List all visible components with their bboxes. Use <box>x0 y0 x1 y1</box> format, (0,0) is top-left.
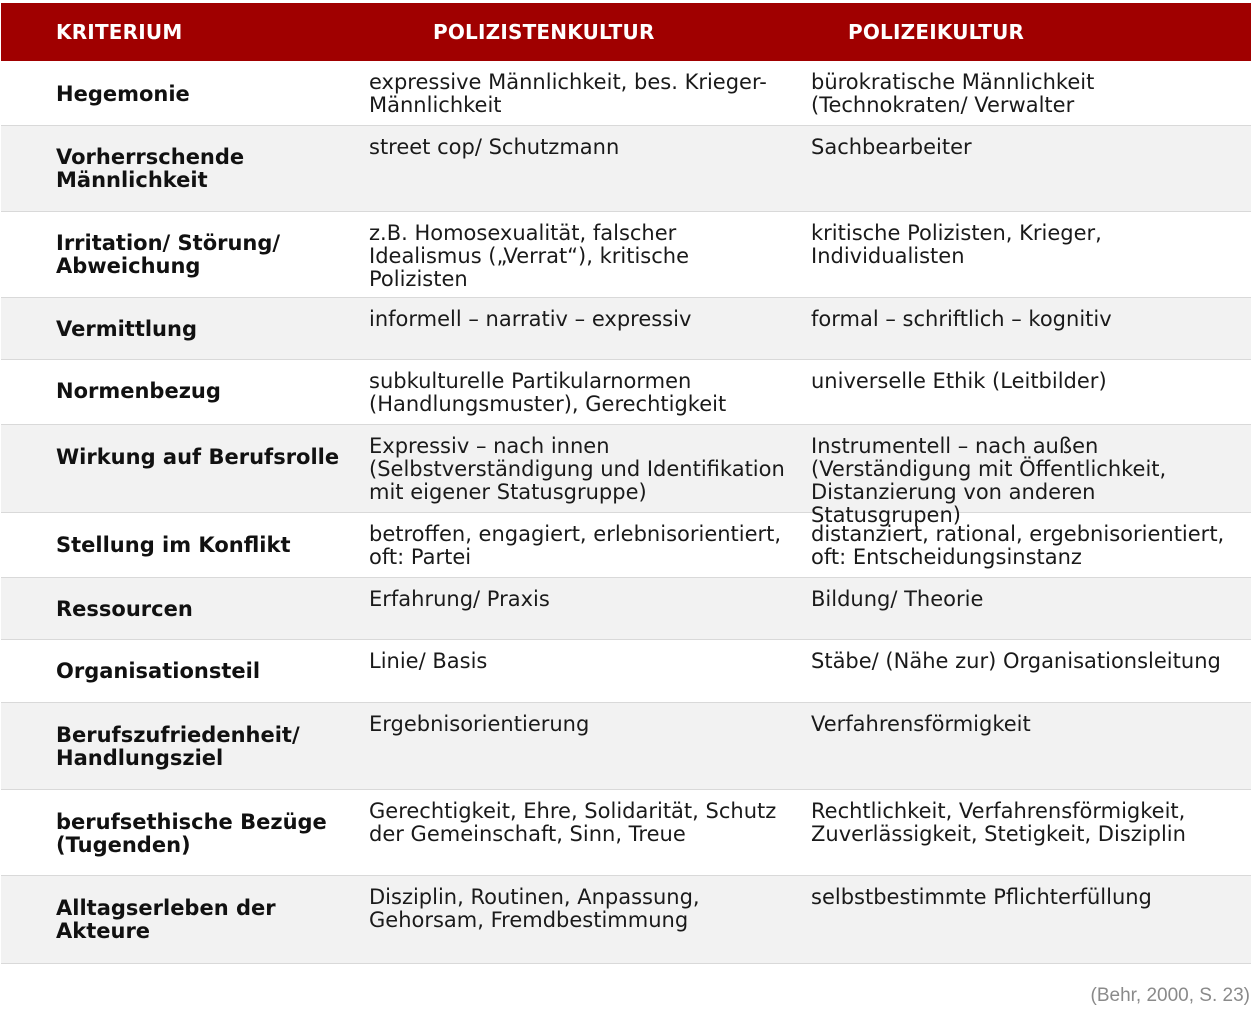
header-polizistenkultur: POLIZISTENKULTUR <box>433 20 655 44</box>
polizeikultur-cell: formal – schriftlich – kognitiv <box>811 307 1112 331</box>
criterion-cell: Stellung im Konflikt <box>56 533 291 557</box>
header-kriterium: KRITERIUM <box>56 20 183 44</box>
polizeikultur-cell: Verfahrensförmigkeit <box>811 712 1031 736</box>
polizistenkultur-cell: betroffen, engagiert, erlebnisorientiert, oft: Partei <box>369 522 782 569</box>
table-row <box>1 425 1251 527</box>
criterion-cell: berufsethische Bezüge (Tugenden) <box>56 810 327 857</box>
polizistenkultur-cell: expressive Männlichkeit, bes. Krieger-Männlichkeit <box>369 70 767 117</box>
criterion-cell: Ressourcen <box>56 597 193 621</box>
header-polizeikultur: POLIZEIKULTUR <box>848 20 1025 44</box>
polizeikultur-cell: selbstbestimmte Pflichterfüllung <box>811 885 1152 909</box>
table-row <box>1 212 1251 298</box>
polizistenkultur-cell: subkulturelle Partikularnormen (Handlungsmuster), Gerechtigkeit <box>369 369 727 416</box>
table-row <box>1 61 1251 126</box>
table-row <box>1 360 1251 425</box>
polizeikultur-cell: Instrumentell – nach außen (Verständigung mit Öffentlichkeit, Distanzierung von anderen Statusgrupen) <box>811 434 1167 527</box>
table-row <box>1 126 1251 212</box>
polizeikultur-cell: Bildung/ Theorie <box>811 587 984 611</box>
table-header <box>1 3 1251 61</box>
table-row <box>1 790 1251 876</box>
table-row <box>1 578 1251 640</box>
criterion-cell: Vorherrschende Männlichkeit <box>56 145 245 192</box>
polizeikultur-cell: universelle Ethik (Leitbilder) <box>811 369 1107 393</box>
polizeikultur-cell: Sachbearbeiter <box>811 135 972 159</box>
polizistenkultur-cell: Expressiv – nach innen (Selbstverständigung und Identifikation mit eigener Statusgruppe) <box>369 434 785 504</box>
comparison-table <box>1 3 1251 964</box>
polizeikultur-cell: Stäbe/ (Nähe zur) Organisationsleitung <box>811 649 1221 673</box>
criterion-cell: Alltagserleben der Akteure <box>56 896 276 943</box>
table-row <box>1 513 1251 578</box>
polizistenkultur-cell: Gerechtigkeit, Ehre, Solidarität, Schutz der Gemeinschaft, Sinn, Treue <box>369 799 777 846</box>
table-row <box>1 703 1251 790</box>
table-row <box>1 640 1251 703</box>
polizeikultur-cell: Rechtlichkeit, Verfahrensförmigkeit, Zuverlässigkeit, Stetigkeit, Disziplin <box>811 799 1186 846</box>
polizistenkultur-cell: z.B. Homosexualität, falscher Idealismus („Verrat“), kritische Polizisten <box>369 221 690 291</box>
criterion-cell: Wirkung auf Berufsrolle <box>56 445 340 469</box>
criterion-cell: Normenbezug <box>56 379 221 403</box>
criterion-cell: Vermittlung <box>56 317 197 341</box>
criterion-cell: Berufszufriedenheit/ Handlungsziel <box>56 723 300 770</box>
table-row <box>1 876 1251 964</box>
criterion-cell: Hegemonie <box>56 82 190 106</box>
polizistenkultur-cell: Erfahrung/ Praxis <box>369 587 550 611</box>
criterion-cell: Organisationsteil <box>56 659 261 683</box>
polizeikultur-cell: distanziert, rational, ergebnisorientiert, oft: Entscheidungsinstanz <box>811 522 1225 569</box>
polizeikultur-cell: kritische Polizisten, Krieger, Individualisten <box>811 221 1102 268</box>
polizistenkultur-cell: informell – narrativ – expressiv <box>369 307 692 331</box>
polizistenkultur-cell: street cop/ Schutzmann <box>369 135 620 159</box>
polizistenkultur-cell: Ergebnisorientierung <box>369 712 590 736</box>
table-row <box>1 298 1251 360</box>
criterion-cell: Irritation/ Störung/ Abweichung <box>56 231 281 278</box>
polizistenkultur-cell: Linie/ Basis <box>369 649 488 673</box>
polizistenkultur-cell: Disziplin, Routinen, Anpassung, Gehorsam, Fremdbestimmung <box>369 885 700 932</box>
source-citation: (Behr, 2000, S. 23) <box>1090 985 1250 1006</box>
polizeikultur-cell: bürokratische Männlichkeit (Technokraten/ Verwalter <box>811 70 1095 117</box>
